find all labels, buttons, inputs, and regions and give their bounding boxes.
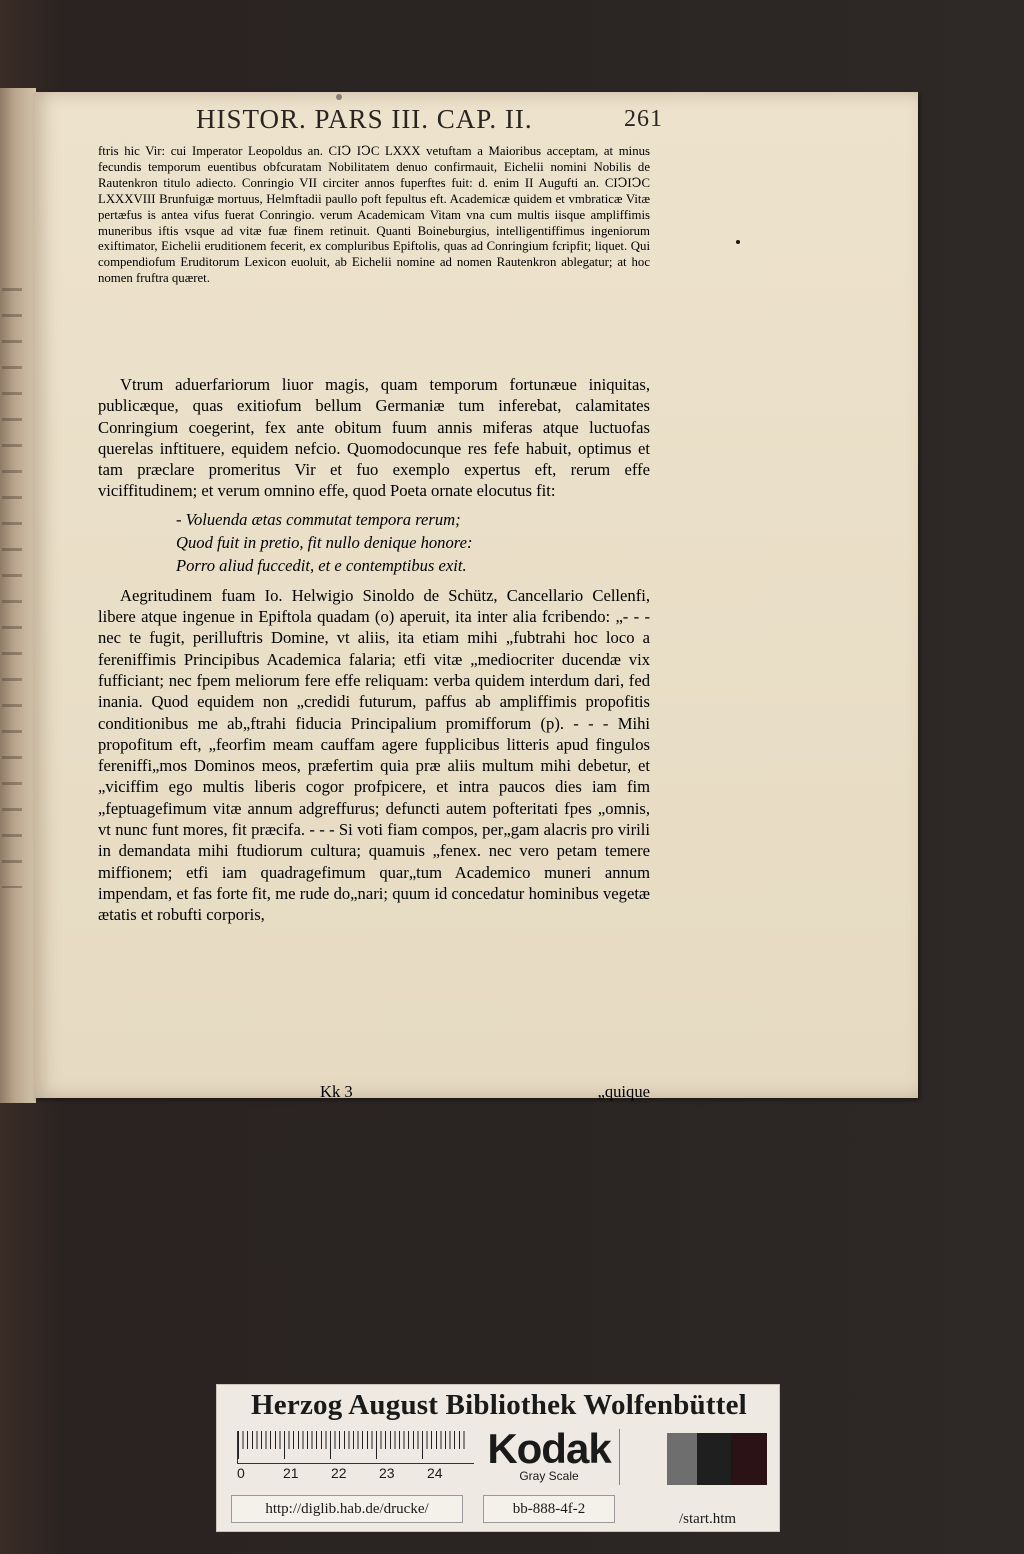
scale-ruler — [237, 1431, 474, 1464]
brand-subtitle: Gray Scale — [519, 1469, 579, 1483]
main-text — [98, 374, 650, 926]
previous-page-edge — [0, 88, 36, 1103]
signature-line — [98, 1082, 650, 1106]
verse-line: - Voluenda ætas commutat tempora rerum; — [176, 509, 461, 529]
page-number: 261 — [624, 106, 663, 132]
verse-line: Quod fuit in pretio, fit nullo denique honore: — [176, 532, 473, 552]
footnote-text: ftris hic Vir: cui Imperator Leopoldus an. CIↃ IↃC LXXX vetuftam a Maioribus acceptam, at minus fecundis temporum euentibus obfcuratam Nobilitatem denuo confirmauit, Eichelii nomini Nobilis de Rautenkron titulo adiecto. Conringio VII circiter annos fuperftes fuit: d. enim II Augufti an. CIↃIↃC LXXXVIII Brunfuigæ mortuus, Helmftadii paullo poft fepultus eft. Academicæ quidem et vmbraticæ Vitæ pertæfus is antea vifus fuerat Conringio. verum Academicam Vitam vna cum multis iisque ampliffimis muneribus iftis vsque ad vitæ fuæ finem retinuit. Quanti Boineburgius, intelligentiffimus ingeniorum exiftimator, Eichelii eruditionem fecerit, ex compluribus Epiftolis, quas ad Conringium fcripfit; liquet. Qui compendiofum Eruditorum Lexicon euoluit, ab Eichelii nomine ad nomen Rautenkron ablegatur; at hoc nomen fruftra quæret. — [98, 144, 650, 286]
scan-speck — [336, 94, 342, 100]
ruler-label: 21 — [283, 1465, 299, 1481]
running-head-title: HISTOR. PARS III. CAP. II. — [196, 104, 533, 134]
scan-target-card — [216, 1384, 780, 1532]
library-name: Herzog August Bibliothek Wolfenbüttel — [251, 1389, 747, 1421]
running-head — [196, 104, 663, 135]
ruler-label: 23 — [379, 1465, 395, 1481]
gray-swatch — [667, 1433, 697, 1485]
signature-mark: Kk 3 — [320, 1082, 353, 1101]
ruler-label: 22 — [331, 1465, 347, 1481]
footnote-block — [98, 144, 650, 287]
paragraph-1: Vtrum aduerfariorum liuor magis, quam temporum fortunæue iniquitas, publicæque, quas exitiofum bellum Germaniæ tum inferebat, calamitates Conringium coegerint, fex ante obitum fuum annis miferas atque luctuofas querelas inftituere, equidem nefcio. Quomodocunque res fefe habuit, optimus et tam præclare promeritus Vir et fuo exemplo expertus eft, rerum effe viciffitudinem; et verum omnino effe, quod Poeta ornate elocutus fit: — [98, 375, 650, 501]
shelfmark-label: bb-888-4f-2 — [483, 1495, 615, 1523]
gray-swatch — [731, 1433, 767, 1485]
url-label: http://diglib.hab.de/drucke/ — [231, 1495, 463, 1523]
ruler-labels — [237, 1465, 477, 1483]
gray-swatch — [697, 1433, 731, 1485]
ruler-label: 0 — [237, 1465, 245, 1481]
verse-line: Porro aliud fuccedit, et e contemptibus exit. — [176, 555, 467, 575]
scan-speck — [736, 240, 740, 244]
card-divider — [619, 1429, 620, 1485]
kodak-logo — [479, 1425, 619, 1485]
start-label: /start.htm — [679, 1511, 737, 1527]
verse-quotation — [176, 508, 650, 577]
catchword: „quique — [597, 1082, 650, 1101]
gray-swatches — [667, 1433, 767, 1485]
brand-name: Kodak — [487, 1425, 611, 1472]
paragraph-2: Aegritudinem fuam Io. Helwigio Sinoldo de Schütz, Cancellario Cellenfi, libere atque ingenue in Epiftola quadam (o) aperuit, ita inter alia fcribendo: „- - - nec te fugit, perilluftris Domine, vt aliis, ita etiam mihi „fubtrahi hoc loco a fereniffimis Principibus Academica falaria; etfi vitæ „mediocriter ducendæ vix fufficiant; nec fpem meliorum fere effe reliquam: verba quidem interdum dari, fed inania. Quod equidem non „credidi futurum, paffus ab ampliffimis propofitis conditionibus me ab„ftrahi fiducia Principalium promifforum (p). - - - Mihi propofitum eft, „feorfim meam cauffam agere fupplicibus litteris apud fingulos fereniffi„mos Dominos meos, præfertim quia præ aliis multum mihi debetur, et „viciffim ego multis liberis cogor profpicere, et intra paucos dies iam fim „feptuagefimum vitæ annum adgreffurus; defuncti autem pofteritati fpes „omnis, vt nunc funt mores, fit præcifa. - - - Si voti fiam compos, per„gam alacris pro virili in demandata mihi ftudiorum cultura; quamuis „fenex. nec vero petam temere miffionem; etfi iam quadragefimum quar„tum Academico muneri annum impendam, et fas forte fit, me rude do„nari; quum id concedatur hominibus vegetæ ætatis et robufti corporis, — [98, 585, 650, 925]
ruler-label: 24 — [427, 1465, 443, 1481]
